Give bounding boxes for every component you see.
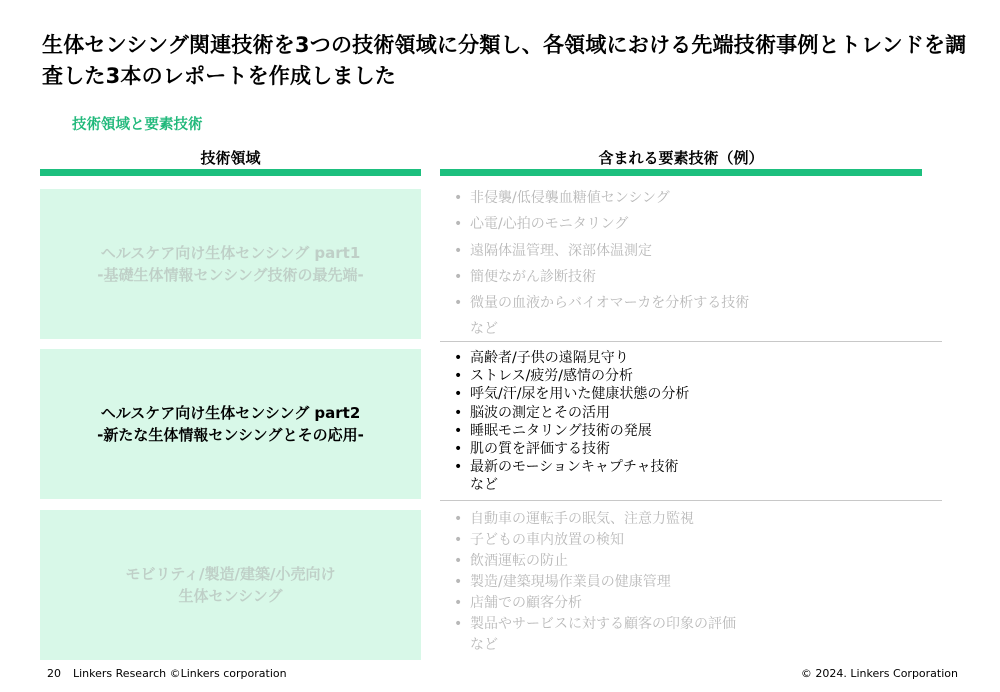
domain-title: ヘルスケア向け生体センシング part1 (100, 244, 361, 262)
list-item: • 微量の血液からバイオマーカを分析する技術 (454, 295, 750, 312)
footer-left (47, 667, 287, 680)
list-item: • 最新のモーションキャプチャ技術 (454, 459, 679, 476)
footer-copyright: © 2024. Linkers Corporation (800, 667, 958, 680)
column-header-domain: 技術領域 (200, 149, 261, 167)
list-item: • 非侵襲/低侵襲血糖値センシング (454, 190, 670, 206)
list-item: • 肌の質を評価する技術 (454, 441, 610, 458)
footer-credit: Linkers Research ©Linkers corporation (73, 667, 287, 680)
list-etc: など (470, 637, 498, 653)
column-header-bar-right (440, 169, 922, 176)
domain-subtitle: -新たな生体情報センシングとその応用- (97, 426, 364, 444)
technology-list-row-2 (440, 349, 942, 495)
list-item: • 飲酒運転の防止 (454, 553, 568, 569)
list-etc: など (470, 321, 498, 338)
row-separator (440, 341, 942, 342)
page-number: 20 (47, 667, 61, 680)
list-etc: など (470, 477, 498, 494)
page-title: 生体センシング関連技術を3つの技術領域に分類し、各領域における先端技術事例とトレンドを調査した3本のレポートを作成しました (42, 33, 967, 88)
domain-box-healthcare-part1 (40, 189, 421, 339)
domain-title: モビリティ/製造/建築/小売向け (125, 565, 336, 583)
domain-box-mobility-manufacturing (40, 510, 421, 660)
domain-box-healthcare-part2 (40, 349, 421, 499)
domain-title: ヘルスケア向け生体センシング part2 (100, 404, 361, 422)
column-header-technologies: 含まれる要素技術（例） (598, 149, 764, 167)
list-item: • ストレス/疲労/感情の分析 (454, 368, 634, 385)
list-item: • 脳波の測定とその活用 (454, 404, 610, 421)
domain-subtitle: 生体センシング (178, 587, 283, 605)
technology-list-row-3 (440, 509, 942, 656)
technology-list-row-1 (440, 185, 942, 343)
domain-subtitle: -基礎生体情報センシング技術の最先端- (97, 266, 364, 284)
column-header-bar-left (40, 169, 421, 176)
list-item: • 睡眠モニタリング技術の発展 (454, 422, 652, 439)
row-separator (440, 500, 942, 501)
list-item: • 簡便ながん診断技術 (454, 268, 596, 285)
section-subtitle: 技術領域と要素技術 (72, 117, 203, 133)
list-item: • 高齢者/子供の遠隔見守り (454, 350, 629, 366)
list-item: • 子どもの車内放置の検知 (454, 532, 624, 548)
list-item: • 呼気/汗/尿を用いた健康状態の分析 (454, 386, 690, 403)
list-item: • 製造/建築現場作業員の健康管理 (454, 574, 671, 590)
list-item: • 自動車の運転手の眠気、注意力監視 (454, 511, 694, 527)
list-item: • 製品やサービスに対する顧客の印象の評価 (454, 616, 736, 632)
list-item: • 心電/心拍のモニタリング (454, 216, 629, 233)
list-item: • 店舗での顧客分析 (454, 595, 582, 611)
list-item: • 遠隔体温管理、深部体温測定 (454, 242, 652, 259)
